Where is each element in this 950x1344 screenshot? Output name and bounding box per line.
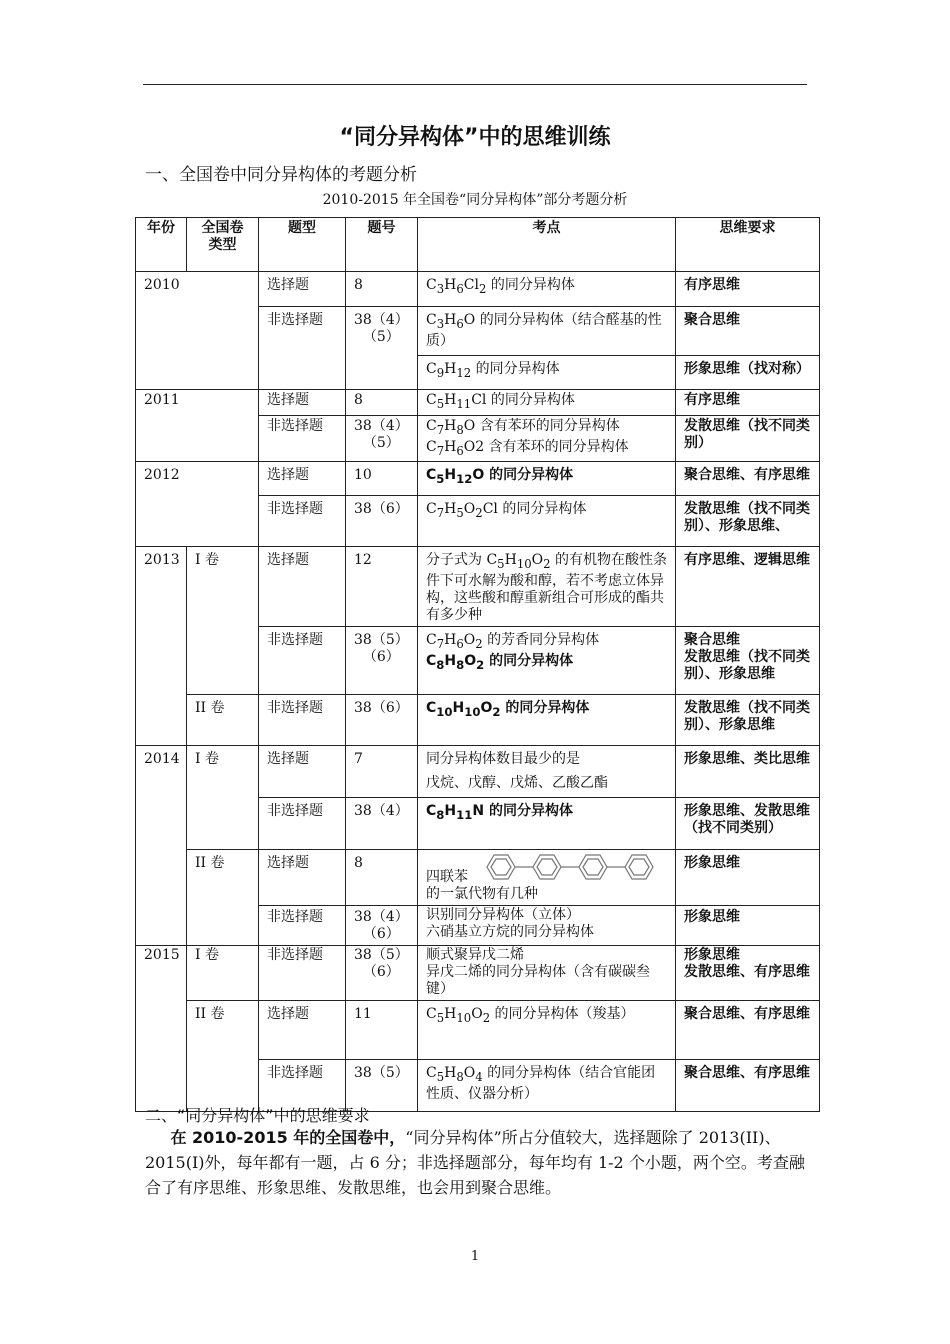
point-cell: $C_{10}H_{10}O_2$ 的同分异构体 [418, 695, 676, 746]
req-cell: 聚合思维 发散思维（找不同类别）、形象思维 [676, 627, 820, 695]
req-cell: 形象思维 [676, 906, 820, 946]
qtype-cell: 选择题 [259, 1001, 346, 1060]
req-cell: 聚合思维、有序思维 [676, 1060, 820, 1112]
header-qnum: 题号 [346, 218, 418, 272]
qtype-cell: 非选择题 [259, 307, 346, 390]
table-row [136, 272, 820, 307]
qtype-cell: 非选择题 [259, 496, 346, 547]
year-cell: 2013 [136, 547, 187, 746]
req-cell: 形象思维、发散思维（找不同类别） [676, 798, 820, 850]
year-cell: 2012 [136, 462, 259, 547]
req-cell: 聚合思维 [676, 307, 820, 356]
table-header-row [136, 218, 820, 272]
point-cell: $C_5H_{12}O$ 的同分异构体 [418, 462, 676, 496]
point-cell: 识别同分异构体（立体） 六硝基立方烷的同分异构体 [418, 906, 676, 946]
paper-cell: II 卷 [187, 1001, 259, 1112]
qtype-cell: 选择题 [259, 850, 346, 906]
table-row [136, 1001, 820, 1060]
header-rule [143, 84, 807, 85]
header-paper: 全国卷 类型 [187, 218, 259, 272]
table-row [136, 390, 820, 416]
req-cell: 有序思维 [676, 390, 820, 416]
qtype-cell: 非选择题 [259, 1060, 346, 1112]
table-row [136, 946, 820, 1001]
qnum-cell: 38（6） [346, 695, 418, 746]
header-req: 思维要求 [676, 218, 820, 272]
year-cell: 2014 [136, 746, 187, 946]
section-heading-2: 二、“同分异构体”中的思维要求 [145, 1106, 370, 1125]
qnum-cell: 12 [346, 547, 418, 627]
analysis-table [135, 217, 820, 1112]
qnum-cell: 11 [346, 1001, 418, 1060]
point-cell: $C_5H_{11}Cl$ 的同分异构体 [418, 390, 676, 416]
point-cell: $C_7H_5O_2Cl$ 的同分异构体 [418, 496, 676, 547]
req-cell: 发散思维（找不同类别）、形象思维 [676, 695, 820, 746]
qnum-cell: 38（4） （6） [346, 906, 418, 946]
qtype-cell: 非选择题 [259, 946, 346, 1001]
qtype-cell: 选择题 [259, 390, 346, 416]
point-cell: $C_5H_8O_4$ 的同分异构体（结合官能团性质、仪器分析） [418, 1060, 676, 1112]
year-cell: 2015 [136, 946, 187, 1112]
point-cell: 四联苯 的一氯代物有几种 [418, 850, 676, 906]
req-cell: 有序思维 [676, 272, 820, 307]
qnum-cell: 38（6） [346, 496, 418, 547]
req-cell: 形象思维 [676, 850, 820, 906]
point-cell: 顺式聚异戊二烯 异戊二烯的同分异构体（含有碳碳叁键） [418, 946, 676, 1001]
header-qtype: 题型 [259, 218, 346, 272]
table-caption: 2010-2015 年全国卷“同分异构体”部分考题分析 [322, 192, 628, 208]
qnum-cell: 38（4） （5） [346, 307, 418, 390]
qnum-cell: 10 [346, 462, 418, 496]
table-row [136, 547, 820, 627]
qtype-cell: 选择题 [259, 462, 346, 496]
qnum-cell: 8 [346, 850, 418, 906]
paper-cell: I 卷 [187, 547, 259, 695]
qnum-cell: 7 [346, 746, 418, 798]
year-cell: 2010 [136, 272, 259, 390]
paragraph-text: “同分异构体”所占分值较大，选择题除了 2013(II)、2015(I)外，每年都有一题，占 6 分；非选择题部分，每年均有 1-2 个小题，两个空。考查融合了有序思维、形象思维、发散思维，也会用到聚合思维。 [145, 1128, 805, 1197]
paragraph-lead: 在 2010-2015 年的全国卷中， [170, 1128, 406, 1147]
req-cell: 聚合思维、有序思维 [676, 462, 820, 496]
point-cell: 分子式为 $C_5H_{10}O_2$ 的有机物在酸性条件下可水解为酸和醇，若不考虑立体异构，这些酸和醇重新组合可形成的酯共有多少种 [418, 547, 676, 627]
qnum-cell: 38（4） （5） [346, 415, 418, 462]
qtype-cell: 非选择题 [259, 627, 346, 695]
req-cell: 形象思维、类比思维 [676, 746, 820, 798]
qtype-cell: 非选择题 [259, 906, 346, 946]
req-cell: 有序思维、逻辑思维 [676, 547, 820, 627]
point-cell: $C_3H_6Cl_2$ 的同分异构体 [418, 272, 676, 307]
paper-cell: II 卷 [187, 695, 259, 746]
point-cell: $C_7H_6O_2$ 的芳香同分异构体 $C_8H_8O_2$ 的同分异构体 [418, 627, 676, 695]
table-row [136, 850, 820, 906]
qnum-cell: 8 [346, 272, 418, 307]
page-title: “同分异构体”中的思维训练 [339, 125, 611, 150]
section-heading-1: 一、全国卷中同分异构体的考题分析 [145, 165, 417, 185]
req-cell: 形象思维（找对称） [676, 356, 820, 390]
qnum-cell: 8 [346, 390, 418, 416]
year-cell: 2011 [136, 390, 259, 462]
table-row [136, 462, 820, 496]
point-cell: $C_7H_8O$ 含有苯环的同分异构体 $C_7H_6O2$ 含有苯环的同分异构体 [418, 415, 676, 462]
qtype-cell: 选择题 [259, 547, 346, 627]
header-year: 年份 [136, 218, 187, 272]
qtype-cell: 非选择题 [259, 798, 346, 850]
point-cell: $C_5H_{10}O_2$ 的同分异构体（羧基） [418, 1001, 676, 1060]
header-point: 考点 [418, 218, 676, 272]
qtype-cell: 选择题 [259, 272, 346, 307]
paper-cell: I 卷 [187, 746, 259, 850]
table-row [136, 695, 820, 746]
qnum-cell: 38（5） （6） [346, 946, 418, 1001]
req-cell: 聚合思维、有序思维 [676, 1001, 820, 1060]
qnum-cell: 38（5） （6） [346, 627, 418, 695]
body-paragraph [145, 1125, 810, 1200]
point-cell: $C_3H_6O$ 的同分异构体（结合醛基的性质） [418, 307, 676, 356]
quaterphenyl-structure-icon [484, 852, 668, 882]
qnum-cell: 38（5） [346, 1060, 418, 1112]
point-cell: $C_9H_{12}$ 的同分异构体 [418, 356, 676, 390]
paper-cell: I 卷 [187, 946, 259, 1001]
qtype-cell: 非选择题 [259, 415, 346, 462]
qtype-cell: 非选择题 [259, 695, 346, 746]
table-row [136, 746, 820, 798]
paper-cell: II 卷 [187, 850, 259, 946]
point-cell: 同分异构体数目最少的是 戊烷、戊醇、戊烯、乙酸乙酯 [418, 746, 676, 798]
req-cell: 形象思维 发散思维、有序思维 [676, 946, 820, 1001]
req-cell: 发散思维（找不同类别） [676, 415, 820, 462]
qtype-cell: 选择题 [259, 746, 346, 798]
req-cell: 发散思维（找不同类别）、形象思维、 [676, 496, 820, 547]
point-cell: $C_8H_{11}N$ 的同分异构体 [418, 798, 676, 850]
page-number: 1 [470, 1249, 480, 1264]
qnum-cell: 38（4） [346, 798, 418, 850]
